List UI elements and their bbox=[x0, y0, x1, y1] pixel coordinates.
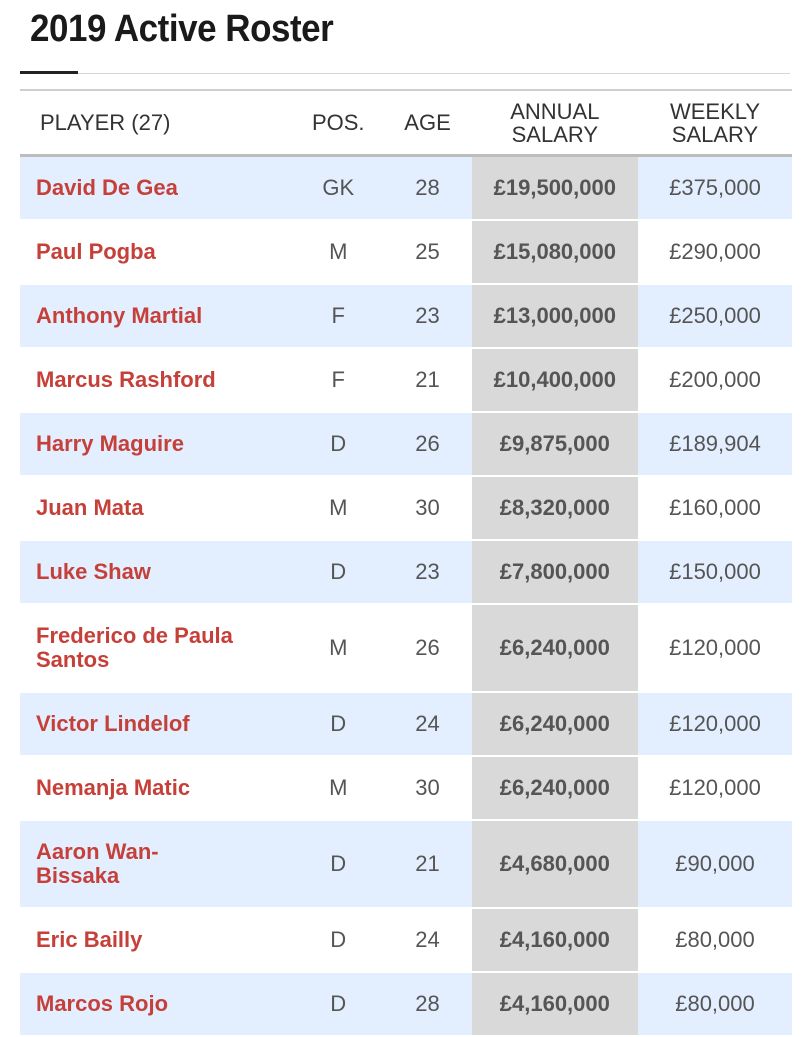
annual-salary-cell: £4,160,000 bbox=[472, 972, 638, 1036]
roster-table bbox=[20, 89, 792, 1037]
table-row bbox=[20, 692, 792, 756]
player-name: Victor Lindelof bbox=[36, 711, 190, 736]
header-annual-salary[interactable] bbox=[472, 90, 638, 156]
age-cell: 25 bbox=[383, 220, 471, 284]
annual-salary-cell: £10,400,000 bbox=[472, 348, 638, 412]
weekly-salary-cell: £250,000 bbox=[638, 284, 792, 348]
player-name: Anthony Martial bbox=[36, 303, 203, 328]
annual-salary-cell: £8,320,000 bbox=[472, 476, 638, 540]
age-cell: 26 bbox=[383, 412, 471, 476]
position-cell: D bbox=[293, 820, 383, 908]
weekly-salary-cell: £200,000 bbox=[638, 348, 792, 412]
age-cell: 30 bbox=[383, 756, 471, 820]
player-name: Harry Maguire bbox=[36, 431, 184, 456]
table-row bbox=[20, 476, 792, 540]
position-cell: M bbox=[293, 604, 383, 692]
player-name: Marcos Rojo bbox=[36, 991, 169, 1016]
position-cell: F bbox=[293, 284, 383, 348]
position-cell: D bbox=[293, 412, 383, 476]
player-name-link[interactable] bbox=[20, 908, 293, 972]
weekly-salary-cell: £189,904 bbox=[638, 412, 792, 476]
age-cell: 30 bbox=[383, 476, 471, 540]
annual-salary-cell: £4,680,000 bbox=[472, 820, 638, 908]
age-cell: 26 bbox=[383, 604, 471, 692]
weekly-salary-cell: £90,000 bbox=[638, 820, 792, 908]
table-row bbox=[20, 604, 792, 692]
age-cell: 28 bbox=[383, 972, 471, 1036]
age-cell: 21 bbox=[383, 348, 471, 412]
annual-salary-cell: £6,240,000 bbox=[472, 692, 638, 756]
header-age[interactable]: AGE bbox=[383, 90, 471, 156]
player-name-link[interactable] bbox=[20, 284, 293, 348]
header-annual-line1: ANNUAL bbox=[510, 98, 600, 124]
position-cell: GK bbox=[293, 156, 383, 221]
table-row bbox=[20, 284, 792, 348]
table-header-row bbox=[20, 90, 792, 156]
weekly-salary-cell: £80,000 bbox=[638, 972, 792, 1036]
age-cell: 23 bbox=[383, 284, 471, 348]
player-name: Luke Shaw bbox=[36, 559, 151, 584]
player-name: Paul Pogba bbox=[36, 239, 156, 264]
title-underline-accent bbox=[20, 71, 78, 74]
header-weekly-line1: WEEKLY bbox=[669, 98, 761, 124]
age-cell: 21 bbox=[383, 820, 471, 908]
position-cell: M bbox=[293, 756, 383, 820]
player-name: Nemanja Matic bbox=[36, 775, 191, 800]
header-position[interactable]: POS. bbox=[293, 90, 383, 156]
table-row bbox=[20, 220, 792, 284]
table-row bbox=[20, 756, 792, 820]
table-row bbox=[20, 820, 792, 908]
player-name-link[interactable] bbox=[20, 476, 293, 540]
annual-salary-cell: £15,080,000 bbox=[472, 220, 638, 284]
position-cell: D bbox=[293, 692, 383, 756]
weekly-salary-cell: £375,000 bbox=[638, 156, 792, 221]
player-name-link[interactable] bbox=[20, 412, 293, 476]
player-name-link[interactable] bbox=[20, 156, 293, 221]
player-name-link[interactable] bbox=[20, 820, 293, 908]
player-name-link[interactable] bbox=[20, 348, 293, 412]
annual-salary-cell: £9,875,000 bbox=[472, 412, 638, 476]
player-name-link[interactable] bbox=[20, 972, 293, 1036]
header-player[interactable]: PLAYER (27) bbox=[20, 90, 293, 156]
player-name: David De Gea bbox=[36, 175, 178, 200]
age-cell: 24 bbox=[383, 908, 471, 972]
weekly-salary-cell: £120,000 bbox=[638, 692, 792, 756]
player-name-link[interactable] bbox=[20, 692, 293, 756]
header-weekly-line2: SALARY bbox=[671, 121, 759, 147]
header-weekly-salary[interactable] bbox=[638, 90, 792, 156]
player-name-link[interactable] bbox=[20, 604, 293, 692]
annual-salary-cell: £4,160,000 bbox=[472, 908, 638, 972]
table-row bbox=[20, 908, 792, 972]
table-row bbox=[20, 972, 792, 1036]
player-name: Frederico de Paula Santos bbox=[36, 623, 233, 672]
annual-salary-cell: £6,240,000 bbox=[472, 604, 638, 692]
table-row bbox=[20, 348, 792, 412]
annual-salary-cell: £6,240,000 bbox=[472, 756, 638, 820]
annual-salary-cell: £7,800,000 bbox=[472, 540, 638, 604]
age-cell: 24 bbox=[383, 692, 471, 756]
annual-salary-cell: £13,000,000 bbox=[472, 284, 638, 348]
weekly-salary-cell: £290,000 bbox=[638, 220, 792, 284]
player-name-link[interactable] bbox=[20, 220, 293, 284]
weekly-salary-cell: £120,000 bbox=[638, 756, 792, 820]
weekly-salary-cell: £120,000 bbox=[638, 604, 792, 692]
weekly-salary-cell: £160,000 bbox=[638, 476, 792, 540]
player-name: Eric Bailly bbox=[36, 927, 143, 952]
weekly-salary-cell: £150,000 bbox=[638, 540, 792, 604]
position-cell: F bbox=[293, 348, 383, 412]
age-cell: 23 bbox=[383, 540, 471, 604]
age-cell: 28 bbox=[383, 156, 471, 221]
player-name-link[interactable] bbox=[20, 540, 293, 604]
weekly-salary-cell: £80,000 bbox=[638, 908, 792, 972]
player-name: Marcus Rashford bbox=[36, 367, 216, 392]
title-divider bbox=[20, 73, 790, 74]
player-name: Aaron Wan-Bissaka bbox=[36, 839, 159, 888]
table-row bbox=[20, 540, 792, 604]
annual-salary-cell: £19,500,000 bbox=[472, 156, 638, 221]
player-name: Juan Mata bbox=[36, 495, 144, 520]
page-title: 2019 Active Roster bbox=[30, 8, 334, 50]
player-name-link[interactable] bbox=[20, 756, 293, 820]
header-annual-line2: SALARY bbox=[511, 121, 599, 147]
position-cell: D bbox=[293, 972, 383, 1036]
position-cell: M bbox=[293, 476, 383, 540]
table-row bbox=[20, 412, 792, 476]
position-cell: M bbox=[293, 220, 383, 284]
position-cell: D bbox=[293, 540, 383, 604]
position-cell: D bbox=[293, 908, 383, 972]
table-row bbox=[20, 156, 792, 221]
